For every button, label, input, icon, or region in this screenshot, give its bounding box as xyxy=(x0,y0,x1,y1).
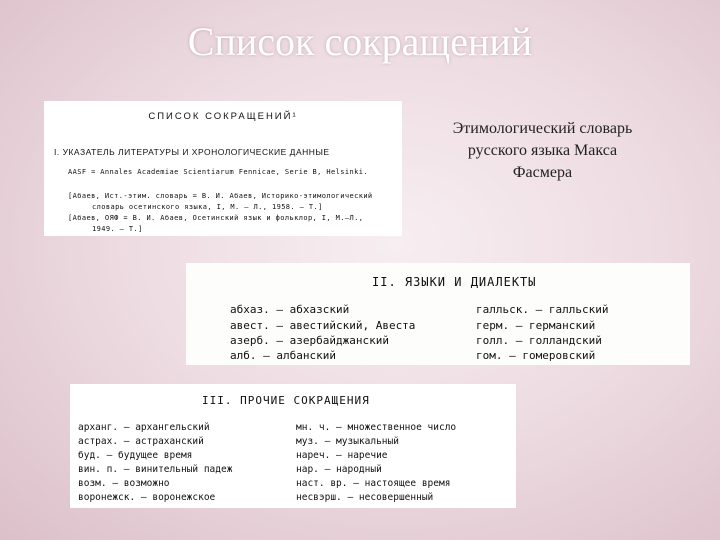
abbrev-entry: галльск. — галльский xyxy=(476,303,609,316)
abbrev-entry: наст. вр. — настоящее время xyxy=(296,478,451,489)
abbrev-entry: буд. — будущее время xyxy=(78,450,193,461)
caption-line: Фасмера xyxy=(512,164,573,181)
scan-list-of-abbreviations xyxy=(44,101,402,236)
scan-languages-dialects xyxy=(186,263,690,365)
scan-heading: II. ЯЗЫКИ И ДИАЛЕКТЫ xyxy=(372,275,537,289)
abbrev-entry: мн. ч. — множественное число xyxy=(296,422,457,433)
scan-other-abbreviations xyxy=(70,384,516,508)
abbrev-entry: абхаз. — абхазский xyxy=(230,303,350,316)
slide-title: Список сокращений xyxy=(187,19,533,64)
caption-line: русского языка Макса xyxy=(467,142,618,159)
scan-line: словарь осетинского языка, I, М. — Л., 1958. — Т.] xyxy=(92,203,323,211)
section-heading: I. УКАЗАТЕЛЬ ЛИТЕРАТУРЫ И ХРОНОЛОГИЧЕСКИЕ ДАННЫЕ xyxy=(54,147,330,157)
scan-heading: СПИСОК СОКРАЩЕНИЙ¹ xyxy=(148,111,298,122)
abbrev-entry: несвэрш. — несовершенный xyxy=(296,492,434,503)
abbrev-entry: нареч. — наречие xyxy=(296,450,388,461)
abbrev-entry: муз. — музыкальный xyxy=(296,436,399,447)
scan-line: [Абаев, ОЯФ = В. И. Абаев, Осетинский язык и фольклор, I, М.—Л., xyxy=(68,214,364,222)
abbrev-entry: голл. — голландский xyxy=(476,334,602,347)
caption-line: Этимологический словарь xyxy=(452,120,633,137)
abbrev-entry: воронежск. — воронежское xyxy=(78,492,216,503)
scan-line: 1949. — Т.] xyxy=(92,225,143,233)
abbrev-entry: арханг. — архангельский xyxy=(78,422,210,433)
abbrev-entry: герм. — германский xyxy=(476,319,596,332)
abbrev-entry: алб. — албанский xyxy=(230,349,336,362)
scan-heading: III. ПРОЧИЕ СОКРАЩЕНИЯ xyxy=(202,394,370,407)
scan-line: [Абаев, Ист.-этим. словарь = В. И. Абаев, Историко-этимологический xyxy=(68,192,373,200)
abbrev-entry: нар. — народный xyxy=(296,464,382,475)
abbrev-entry: авест. — авестийский, Авеста xyxy=(230,319,416,332)
abbrev-entry: возм. — возможно xyxy=(78,478,170,489)
abbrev-entry: азерб. — азербайджанский xyxy=(230,334,389,347)
abbrev-entry: астрах. — астраханский xyxy=(78,436,204,447)
scan-line: AASF = Annales Academiae Scientiarum Fennicae, Serie B, Helsinki. xyxy=(68,168,368,176)
caption-text xyxy=(430,118,655,184)
abbrev-entry: вин. п. — винительный падеж xyxy=(78,464,233,475)
abbrev-entry: гом. — гомеровский xyxy=(476,349,596,362)
